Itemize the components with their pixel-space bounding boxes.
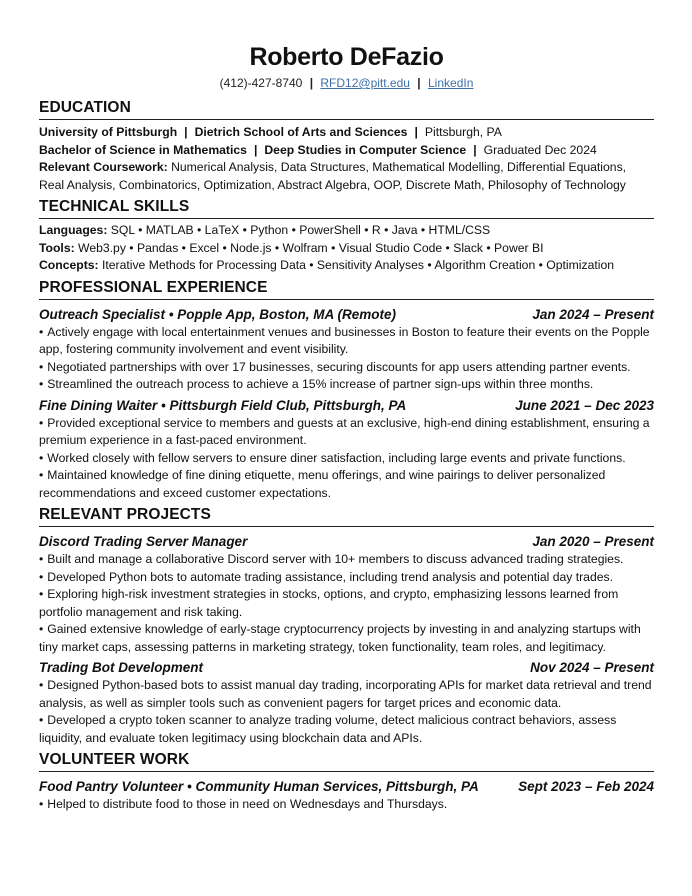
job-bullet: • Worked closely with fellow servers to ensure diner satisfaction, including large events and private functions. [39,450,626,465]
section-heading-projects: RELEVANT PROJECTS [39,504,654,527]
contact-line [39,75,654,91]
concepts-label: Concepts: [39,258,99,272]
college-name: Dietrich School of Arts and Sciences [194,125,408,139]
volunteer-bullet: • Helped to distribute food to those in need on Wednesdays and Thursdays. [39,797,448,811]
experience-block [39,305,654,503]
volunteer-header [39,777,654,796]
concepts-list: Iterative Methods for Processing Data • Sensitivity Analyses • Algorithm Creation • Optimization [101,258,615,272]
volunteer-dates: Sept 2023 – Feb 2024 [518,779,654,794]
job-dates: Jan 2024 – Present [532,306,654,322]
project-title: Discord Trading Server Manager [39,534,248,549]
school-location: Pittsburgh, PA [424,125,502,139]
volunteer-title: Food Pantry Volunteer • Community Human Services, Pittsburgh, PA [39,779,479,794]
job-bullet: • Actively engage with local entertainment venues and businesses in Boston to feature their events on the Popple app, fostering community involvement and event visibility. [39,324,650,356]
skills-tools [39,240,654,258]
languages-label: Languages: [39,223,108,237]
project-dates: Nov 2024 – Present [530,660,654,675]
graduation-date: Graduated Dec 2024 [483,142,597,157]
section-heading-volunteer: VOLUNTEER WORK [39,749,654,772]
languages-list: SQL • MATLAB • LaTeX • Python • PowerShell • R • Java • HTML/CSS [110,223,491,237]
job-title: Fine Dining Waiter • Pittsburgh Field Club, Pittsburgh, PA [39,397,407,413]
project-bullet: • Developed Python bots to automate trading assistance, including trend analysis and potential day trades. [39,569,614,584]
skills-block [39,222,654,275]
degree: Bachelor of Science in Mathematics [39,142,247,157]
skills-languages [39,222,654,240]
separator: | [417,76,421,90]
coursework-text: Numerical Analysis, Data Structures, Mathematical Modelling, Differential Equations, [171,160,627,174]
tools-label: Tools: [39,240,75,255]
project-header [39,658,654,677]
job-header [39,305,654,324]
coursework-label: Relevant Coursework: [39,160,168,174]
job-bullet: • Streamlined the outreach process to achieve a 15% increase of partner sign-ups within three months. [39,377,594,391]
education-block [39,124,654,194]
phone-number: (412)-427-8740 [219,76,303,90]
project-bullet: • Designed Python-based bots to assist manual day trading, incorporating APIs for market data retrieval and trend analysis, as well as simpler tools such as convenient pagers for target prices and economic data. [39,678,652,710]
education-degree-line: Bachelor of Science in Mathematics | Deep Studies in Computer Science | Graduated Dec 2024 [39,142,597,157]
resume-page [39,0,654,814]
projects-block [39,532,654,747]
project-bullet: • Built and manage a collaborative Discord server with 10+ members to discuss advanced trading strategies. [39,552,624,566]
section-heading-education: EDUCATION [39,97,654,120]
job-title: Outreach Specialist • Popple App, Boston, MA (Remote) [39,306,397,322]
education-school-line: University of Pittsburgh | Dietrich School of Arts and Sciences | Pittsburgh, PA [39,125,502,139]
coursework-text: Real Analysis, Combinatorics, Optimization, Abstract Algebra, OOP, Discrete Math, Philosophy of Technology [39,177,626,192]
coursework-line [39,159,654,177]
skills-concepts [39,257,654,275]
project-bullet: • Exploring high-risk investment strategies in stocks, options, and crypto, emphasizing lessons learned from portfolio management and risk taking. [39,587,619,619]
job-dates: June 2021 – Dec 2023 [515,397,654,413]
project-dates: Jan 2020 – Present [532,534,654,549]
tools-list: Web3.py • Pandas • Excel • Node.js • Wolfram • Visual Studio Code • Slack • Power BI [78,240,544,255]
project-header [39,532,654,551]
email-link[interactable]: RFD12@pitt.edu [320,76,410,90]
project-bullet: • Gained extensive knowledge of early-stage cryptocurrency projects by investing in and analyzing startups with tiny market caps, assessing patterns in marketing strategy, token functionality, team roles, and legitimacy. [39,622,641,654]
job-bullet: • Negotiated partnerships with over 17 businesses, securing discounts for app users attending partner events. [39,359,631,374]
job-header [39,396,654,415]
candidate-name: Roberto DeFazio [249,43,444,71]
section-heading-experience: PROFESSIONAL EXPERIENCE [39,277,654,300]
volunteer-block [39,777,654,814]
coursework-line [39,177,654,195]
section-heading-skills: TECHNICAL SKILLS [39,196,654,219]
separator: | [309,76,314,90]
job-bullet: • Maintained knowledge of fine dining etiquette, menu offerings, and wine pairings to deliver personalized recommendations and exceed customer expectations. [39,468,606,500]
project-bullet: • Developed a crypto token scanner to analyze trading volume, detect malicious contract behaviors, assess liquidity, and evaluate token legitimacy using blockchain data and APIs. [39,713,617,745]
minor: Deep Studies in Computer Science [264,142,467,157]
job-bullet: • Provided exceptional service to members and guests at an exclusive, high-end dining establishment, ensuring a premium experience in a fast-paced environment. [39,415,650,447]
school-name: University of Pittsburgh [39,125,178,139]
project-title: Trading Bot Development [39,660,204,675]
linkedin-link[interactable]: LinkedIn [428,76,474,90]
